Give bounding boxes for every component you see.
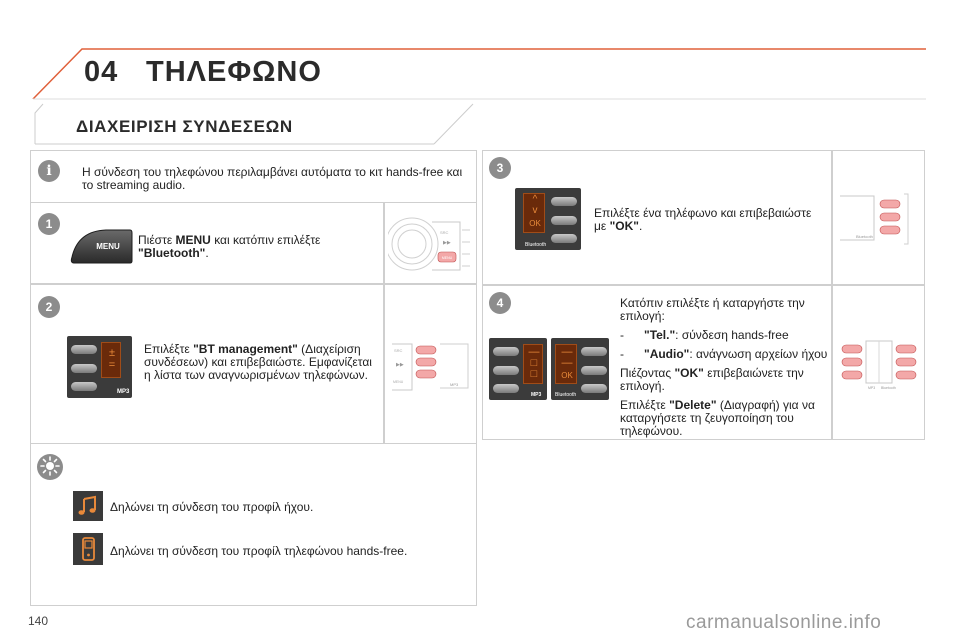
list-dash: -: [620, 347, 624, 361]
ok-label: OK: [561, 371, 573, 380]
bluetooth-device-panel: [515, 188, 581, 250]
step2-pre: Επιλέξτε: [144, 342, 194, 356]
audio-profile-text: Δηλώνει τη σύνδεση του προφίλ ήχου.: [110, 500, 314, 514]
svg-text:MENU: MENU: [393, 380, 404, 384]
step2-target: "BT management": [193, 342, 298, 356]
bluetooth-front-diagram: [838, 190, 920, 248]
radio-knob-diagram: [388, 210, 474, 278]
info-text: Η σύνδεση του τηλεφώνου περιλαμβάνει αυτόματα το κιτ hands-free και το streaming audio.: [82, 165, 463, 192]
tip-icon: [37, 454, 63, 480]
dual-front-diagram: [838, 335, 920, 393]
mp3-label: MP3: [117, 389, 130, 395]
device-button: [551, 197, 577, 206]
device-button: [581, 366, 607, 375]
step3-badge: 3: [489, 157, 511, 179]
step1-target: "Bluetooth": [138, 246, 206, 260]
step1-text: [138, 234, 378, 260]
svg-text:SRC: SRC: [394, 348, 403, 353]
section-title: ΔΙΑΧΕΙΡΙΣΗ ΣΥΝΔΕΣΕΩΝ: [76, 117, 293, 136]
device-screen: [523, 344, 543, 384]
device-screen: [555, 344, 577, 384]
tel-desc: : σύνδεση hands-free: [675, 328, 789, 342]
lightbulb-icon: [37, 454, 63, 480]
svg-text:SRC: SRC: [440, 230, 449, 235]
mobile-phone-icon: [73, 533, 103, 565]
device-button: [551, 216, 577, 225]
step1-key: MENU: [175, 233, 211, 247]
menu-button-image: [68, 227, 134, 265]
step4-item-audio: [620, 348, 828, 361]
music-note-icon: [73, 491, 103, 521]
step3-text: [594, 207, 824, 233]
step4-confirm: Πιέζοντας "OK" επιβεβαιώνετε την επιλογή.: [620, 366, 804, 393]
ok-label: OK: [529, 219, 541, 228]
step2-text: [144, 343, 380, 382]
chevron-up-icon: ^: [532, 194, 538, 205]
device-button: [71, 345, 97, 354]
mp3-label: MP3: [531, 392, 542, 398]
handsfree-profile-text: Δηλώνει τη σύνδεση του προφίλ τηλεφώνου hands-free.: [110, 544, 408, 558]
chapter-number: 04: [84, 56, 119, 88]
device-button: [581, 384, 607, 393]
device-button: [551, 234, 577, 243]
mp3-front-diagram: [390, 336, 472, 394]
step4-delete: Επιλέξτε "Delete" (Διαγραφή) για να καταργήσετε τη ζευγοποίηση του τηλεφώνου.: [620, 398, 815, 438]
step3-post: .: [639, 219, 643, 233]
svg-text:▶▶: ▶▶: [396, 362, 404, 368]
handsfree-profile-icon: [73, 533, 103, 565]
menu-button-label: MENU: [96, 242, 120, 251]
checkbox-icon: — □ □: [528, 346, 540, 380]
step1-pre: Πιέστε: [138, 233, 176, 247]
svg-text:MP3: MP3: [450, 382, 459, 387]
svg-text:MP3: MP3: [868, 386, 876, 390]
chapter-title: ΤΗΛΕΦΩΝΟ: [146, 56, 322, 88]
watermark: carmanualsonline.info: [686, 612, 882, 633]
mp3-device-panel-2: [489, 338, 547, 400]
step2-badge: 2: [38, 296, 60, 318]
step4-badge: 4: [489, 292, 511, 314]
step4-intro: Κατόπιν επιλέξτε ή καταργήστε την επιλογή:: [620, 296, 805, 323]
step1-badge: 1: [38, 213, 60, 235]
info-icon: i: [38, 160, 60, 182]
dash-icon: — —: [561, 346, 573, 369]
step3-target: "OK": [609, 219, 639, 233]
step2-post: (Διαχείριση συνδέσεων) και επιβεβαιώστε. Εμφανίζεται η λίστα των αναγνωρισμένων τηλεφώνων.: [144, 342, 372, 382]
audio-key: "Audio": [644, 347, 690, 361]
tel-key: "Tel.": [644, 328, 676, 342]
device-button: [71, 382, 97, 391]
svg-text:Bluetooth: Bluetooth: [856, 234, 873, 239]
svg-text:MENU: MENU: [441, 256, 453, 260]
chevron-down-icon: v: [532, 205, 538, 216]
device-button: [493, 366, 519, 375]
device-button: [493, 384, 519, 393]
bluetooth-device-panel-2: [551, 338, 609, 400]
step4-item-tel: [620, 329, 828, 342]
step1-post: .: [205, 246, 209, 260]
step1-mid: και κατόπιν επιλέξτε: [210, 233, 321, 247]
step4-text: [620, 297, 828, 438]
list-dash: -: [620, 328, 624, 342]
bluetooth-label: Bluetooth: [525, 242, 547, 248]
svg-text:▶▶: ▶▶: [443, 240, 451, 246]
device-button: [581, 347, 607, 356]
bluetooth-label: Bluetooth: [555, 392, 577, 398]
device-screen: [101, 342, 121, 378]
page-number: 140: [28, 614, 49, 628]
device-screen: [523, 193, 545, 233]
audio-profile-icon: [73, 491, 103, 521]
audio-desc: : ανάγνωση αρχείων ήχου: [689, 347, 828, 361]
device-button: [493, 347, 519, 356]
step3-pre: Επιλέξτε ένα τηλέφωνο και επιβεβαιώστε με: [594, 206, 812, 233]
mp3-device-panel: [67, 336, 132, 398]
svg-text:Bluetooth: Bluetooth: [881, 386, 896, 390]
plus-minus-icon: ± =: [108, 347, 116, 371]
device-button: [71, 364, 97, 373]
